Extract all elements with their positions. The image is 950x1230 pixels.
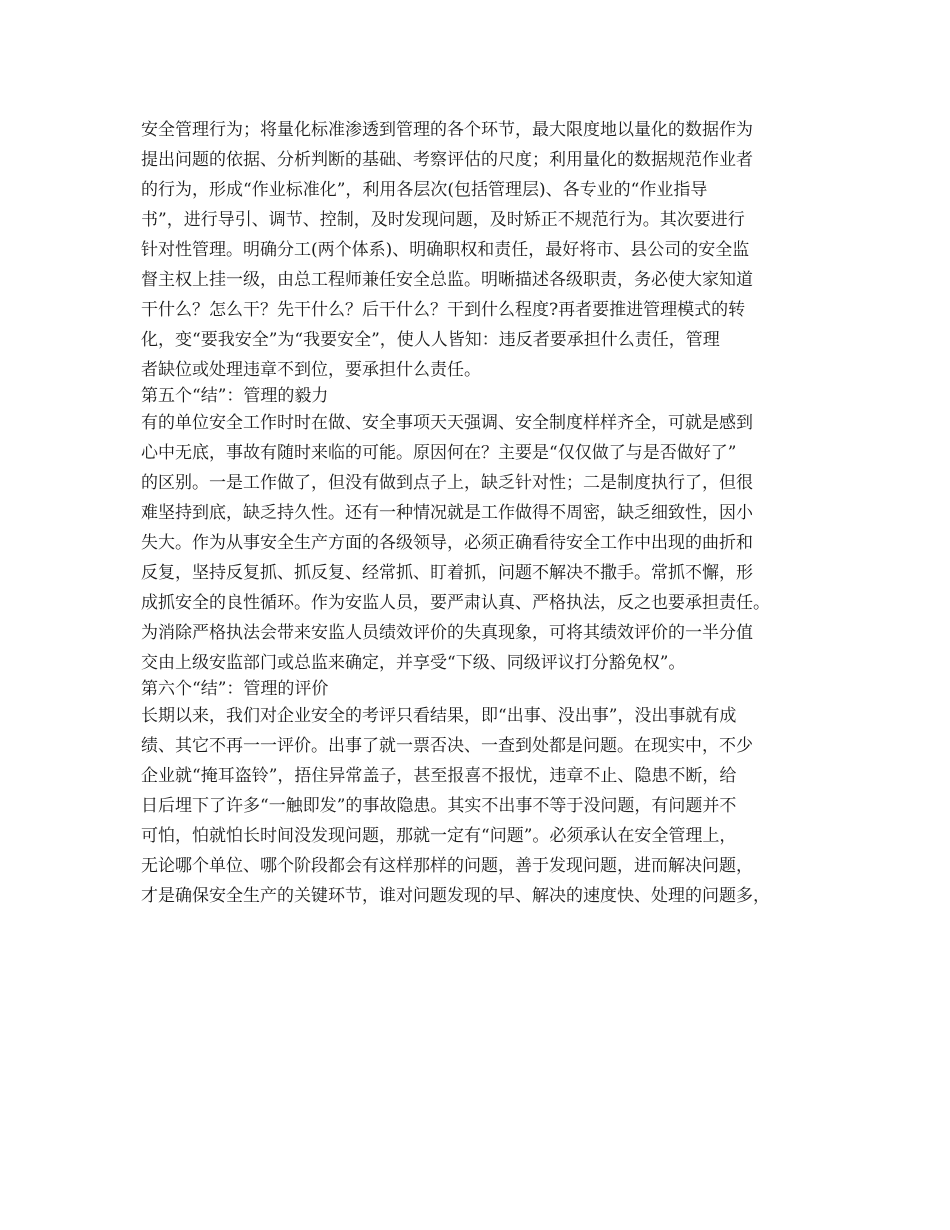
paragraph-line: 督主权上挂一级，由总工程师兼任安全总监。明晰描述各级职责，务必使大家知道 — [141, 270, 753, 290]
paragraph-line: 书”，进行导引、调节、控制，及时发现问题，及时矫正不规范行为。其次要进行 — [141, 210, 745, 230]
paragraph-line: 难坚持到底，缺乏持久性。还有一种情况就是工作做得不周密，缺乏细致性，因小 — [141, 503, 753, 523]
paragraph-line: 干什么？怎么干？先干什么？后干什么？干到什么程度?再者要推进管理模式的转 — [141, 300, 746, 320]
paragraph-line: 为消除严格执法会带来安监人员绩效评价的失真现象，可将其绩效评价的一半分值 — [141, 623, 753, 643]
paragraph-line: 企业就“掩耳盗铃”，捂住异常盖子，甚至报喜不报忧，违章不止、隐患不断，给 — [141, 766, 737, 786]
section-heading: 第五个“结”：管理的毅力 — [141, 386, 329, 406]
paragraph-line: 安全管理行为；将量化标准渗透到管理的各个环节，最大限度地以量化的数据作为 — [141, 120, 753, 140]
paragraph-line: 绩、其它不再一一评价。出事了就一票否决、一查到处都是问题。在现实中，不少 — [141, 736, 753, 756]
paragraph-line: 可怕，怕就怕长时间没发现问题，那就一定有“问题”。必须承认在安全管理上， — [141, 826, 737, 846]
paragraph-line: 长期以来，我们对企业安全的考评只看结果，即“出事、没出事”，没出事就有成 — [141, 706, 737, 726]
paragraph-line: 的区别。一是工作做了，但没有做到点子上，缺乏针对性；二是制度执行了，但很 — [141, 473, 753, 493]
paragraph-line: 交由上级安监部门或总监来确定，并享受“下级、同级评议打分豁免权”。 — [141, 653, 686, 673]
paragraph-line: 日后埋下了许多“一触即发”的事故隐患。其实不出事不等于没问题，有问题并不 — [141, 796, 737, 816]
body-text — [141, 115, 831, 911]
paragraph-line: 针对性管理。明确分工(两个体系)、明确职权和责任，最好将市、县公司的安全监 — [141, 240, 750, 260]
paragraph-line: 有的单位安全工作时时在做、安全事项天天强调、安全制度样样齐全，可就是感到 — [141, 413, 753, 433]
paragraph-line: 失大。作为从事安全生产方面的各级领导，必须正确看待安全工作中出现的曲折和 — [141, 533, 753, 553]
paragraph-line: 反复，坚持反复抓、抓反复、经常抓、盯着抓，问题不解决不撒手。常抓不懈，形 — [141, 563, 753, 583]
paragraph-line: 的行为，形成“作业标准化”，利用各层次(包括管理层)、各专业的“作业指导 — [141, 180, 708, 200]
paragraph-line: 心中无底，事故有随时来临的可能。原因何在？主要是“仅仅做了与是否做好了” — [141, 443, 737, 463]
section-heading: 第六个“结”：管理的评价 — [141, 679, 329, 699]
paragraph-line: 成抓安全的良性循环。作为安监人员，要严肃认真、严格执法，反之也要承担责任。 — [141, 593, 770, 613]
paragraph-line: 化，变“要我安全”为“我要安全”，使人人皆知：违反者要承担什么责任，管理 — [141, 330, 720, 350]
paragraph-line: 才是确保安全生产的关键环节，谁对问题发现的早、解决的速度快、处理的问题多， — [141, 886, 770, 906]
paragraph-line: 无论哪个单位、哪个阶段都会有这样那样的问题，善于发现问题，进而解决问题， — [141, 856, 753, 876]
paragraph-line: 者缺位或处理违章不到位，要承担什么责任。 — [141, 360, 481, 380]
paragraph-line: 提出问题的依据、分析判断的基础、考察评估的尺度；利用量化的数据规范作业者 — [141, 150, 753, 170]
